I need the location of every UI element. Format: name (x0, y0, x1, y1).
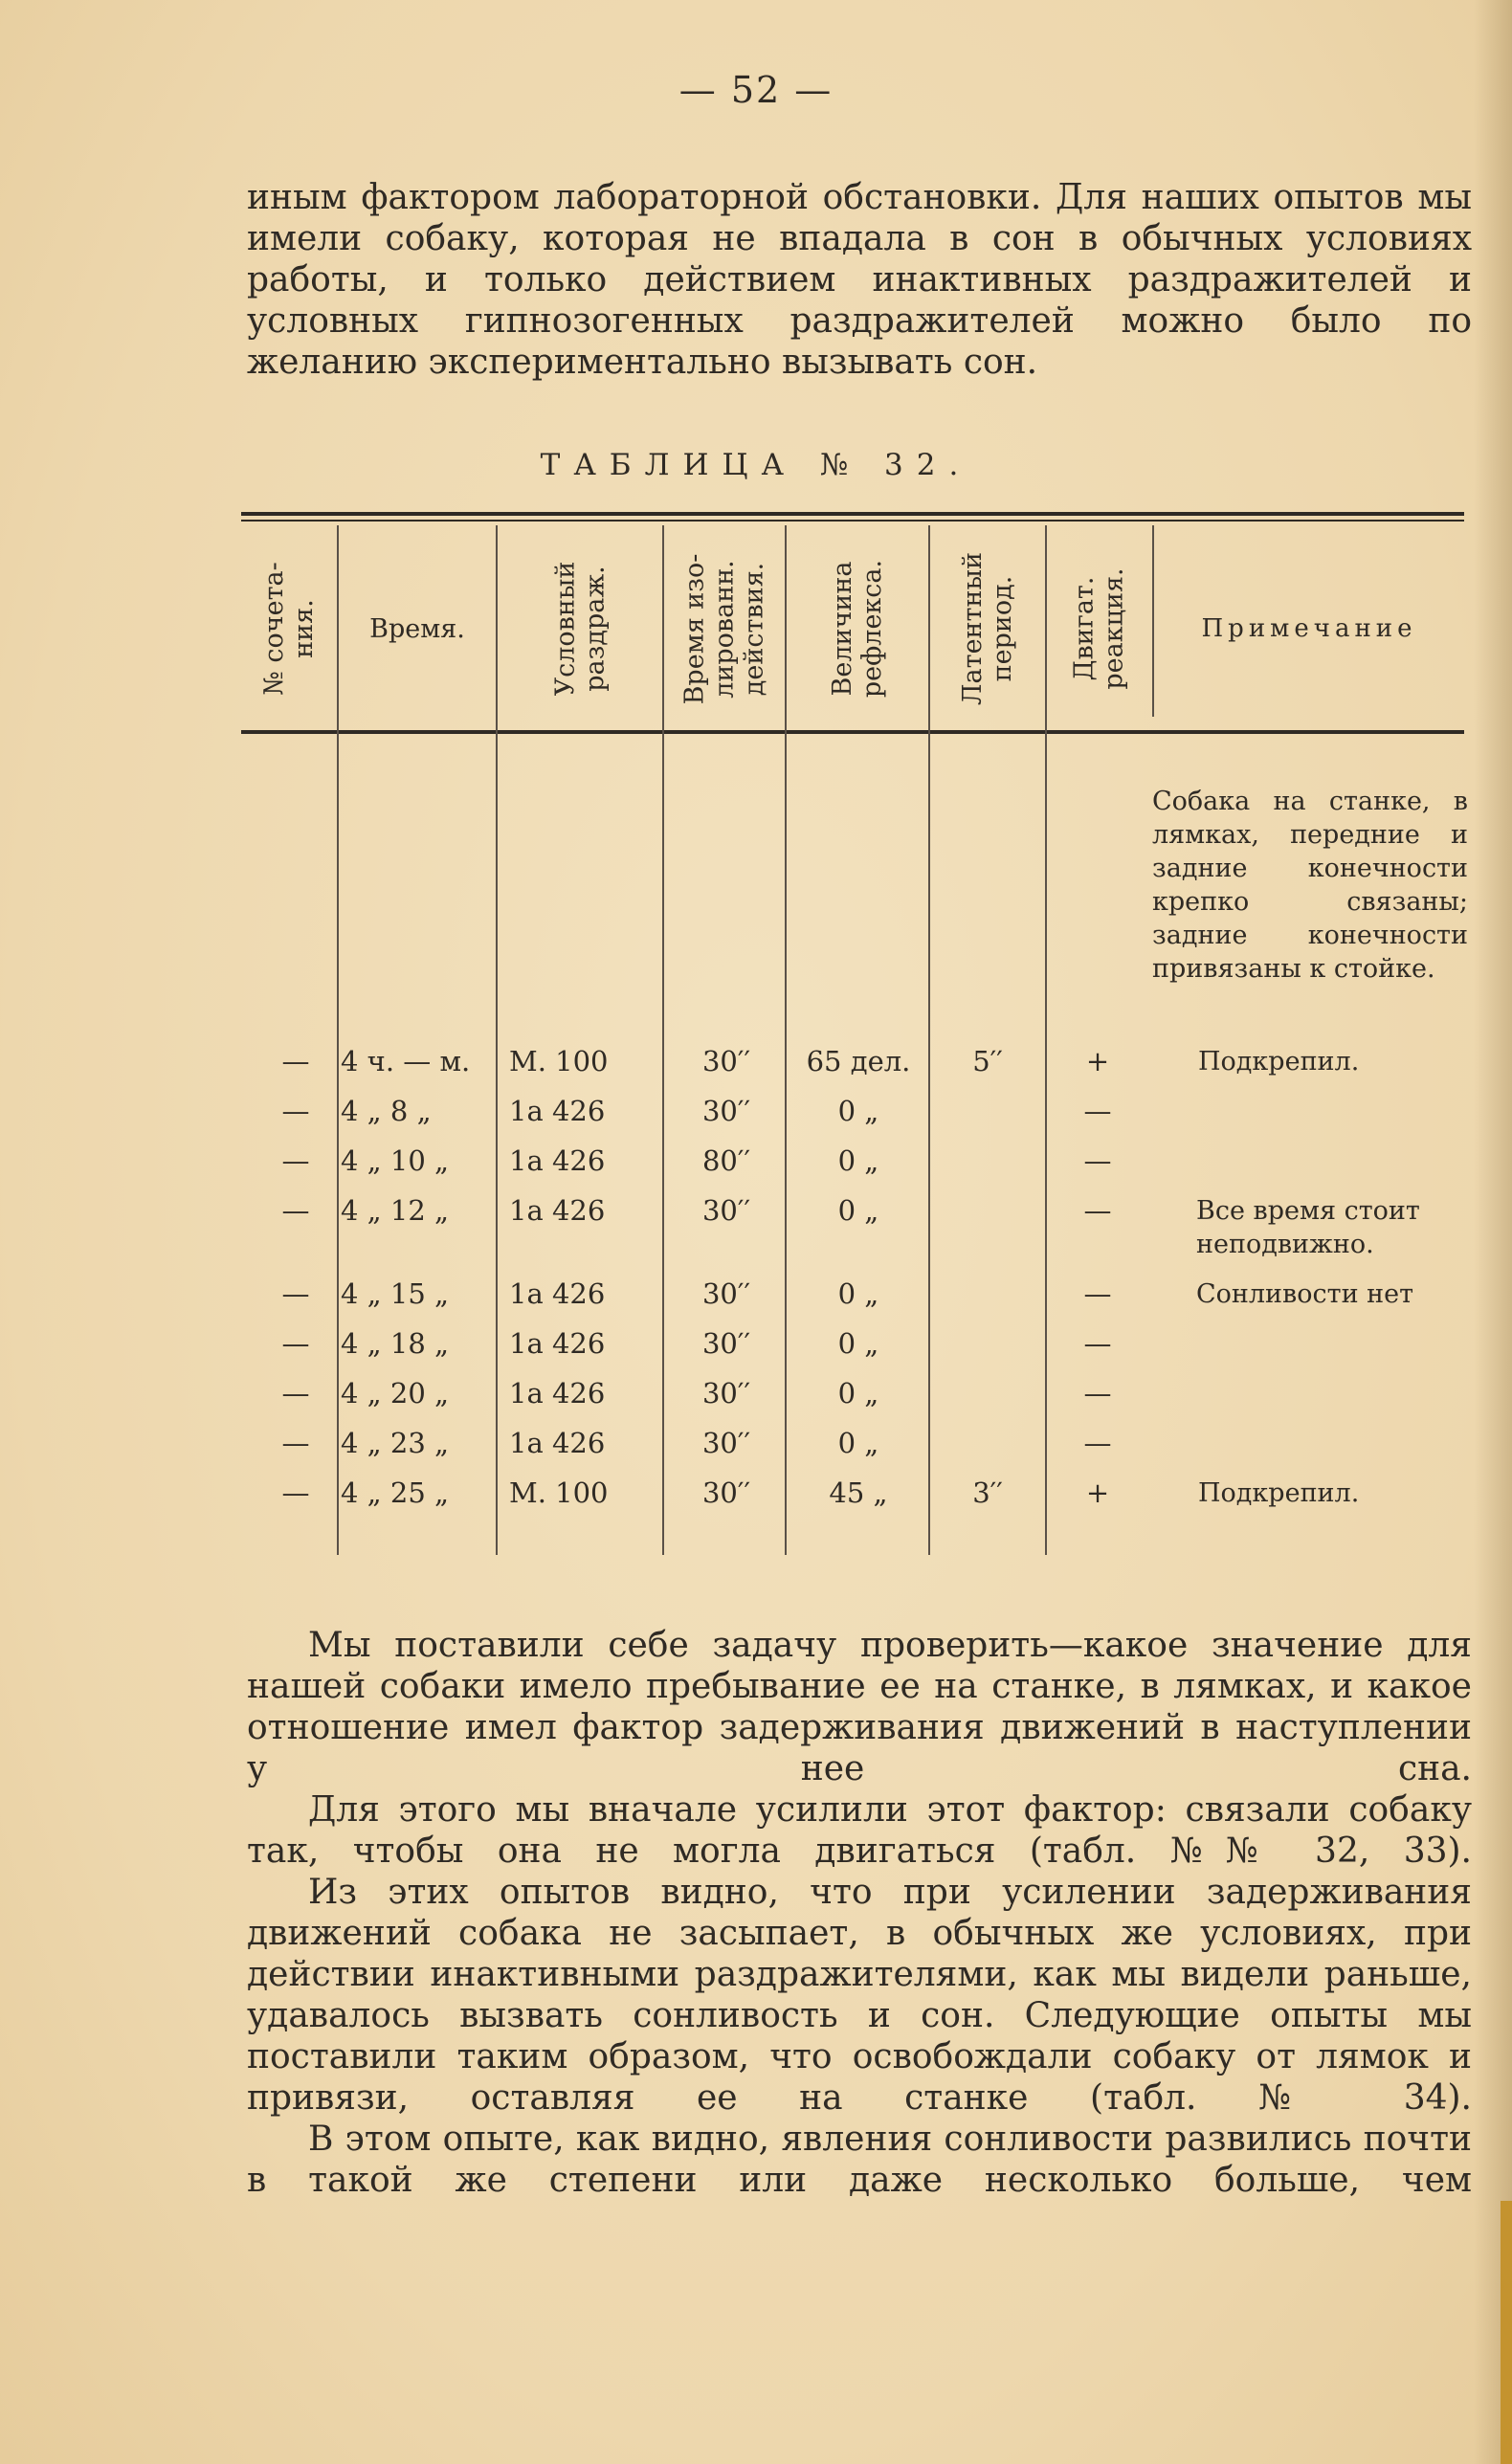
cell-motor: — (1083, 1277, 1112, 1310)
page-edge-strip (1501, 2201, 1512, 2464)
cell-stimulus: 1а 426 (509, 1377, 606, 1410)
cell-num: — (281, 1377, 310, 1410)
cell-num: — (281, 1144, 310, 1177)
paragraph-2-text: Для этого мы вначале усилили этот фактор: связали собаку так, чтобы она не могла двигаться (табл. №№ 32, 33). (247, 1790, 1472, 1871)
cell-stimulus: 1а 426 (509, 1427, 606, 1459)
cell-time: 4 „ 18 „ (341, 1327, 450, 1360)
cell-motor: — (1083, 1144, 1112, 1177)
table-top-rule (241, 512, 1464, 516)
header-stimulus-text: Условный раздраж. (549, 561, 610, 697)
cell-time: 4 „ 8 „ (341, 1095, 432, 1127)
cell-reflex: 0 „ (837, 1377, 879, 1410)
cell-num: — (281, 1277, 310, 1310)
paragraph-4 (247, 2119, 1472, 2201)
cell-reflex: 0 „ (837, 1427, 879, 1459)
cell-num: — (281, 1194, 310, 1227)
cell-time: 4 „ 25 „ (341, 1476, 450, 1509)
table-top-rule-thin (241, 520, 1464, 522)
header-stimulus (498, 533, 662, 724)
cell-reflex: 0 „ (837, 1095, 879, 1127)
cell-reflex: 45 „ (829, 1476, 888, 1509)
paragraph-3 (247, 1872, 1472, 2119)
cell-isolated: 30′′ (701, 1377, 751, 1410)
paragraph-1-text: Мы поставили себе задачу проверить—какое значение для нашей собаки имело пребывание ее на станке, в лямках, и какое отношение имел фактор задерживания движений в наступлении у нее сна. (247, 1626, 1472, 1788)
cell-stimulus: М. 100 (509, 1045, 609, 1077)
cell-latent: 3′′ (972, 1476, 1003, 1509)
cell-note: Все время стоит неподвижно. (1196, 1196, 1420, 1259)
table-header-rule (241, 730, 1464, 734)
header-note-text: Примечание (1201, 613, 1417, 643)
cell-motor: — (1083, 1377, 1112, 1410)
cell-stimulus: 1а 426 (509, 1095, 606, 1127)
cell-isolated: 80′′ (701, 1144, 751, 1177)
header-reflex-text: Величина рефлекса. (827, 559, 887, 699)
header-time (339, 533, 496, 724)
header-time-text: Время. (369, 613, 465, 644)
paragraph-4-text: В этом опыте, как видно, явления сонливости развились почти в такой же степени или даже несколько больше, чем (247, 2120, 1472, 2200)
header-reflex (787, 533, 928, 724)
cell-isolated: 30′′ (701, 1095, 751, 1127)
header-isolated-text: Время изо- лированн. действия. (679, 553, 769, 704)
cell-num: — (281, 1095, 310, 1127)
cell-reflex: 65 дел. (806, 1045, 911, 1077)
cell-time: 4 „ 10 „ (341, 1144, 450, 1177)
cell-note: Подкрепил. (1198, 1478, 1360, 1508)
paragraph-1 (247, 1625, 1472, 1789)
cell-time: 4 ч. — м. (341, 1045, 471, 1077)
cell-isolated: 30′′ (701, 1045, 751, 1077)
header-motor-text: Двигат. реакция. (1070, 567, 1129, 690)
header-latent-text: Латентный период. (958, 552, 1017, 705)
paragraph-2 (247, 1789, 1472, 1872)
header-num (241, 533, 337, 724)
cell-stimulus: 1а 426 (509, 1277, 606, 1310)
initial-note: Собака на станке, в лямках, передние и задние конечности крепко связаны; задние конечности привязаны к стойке. (1152, 787, 1468, 984)
page-number: — 52 — (678, 69, 834, 111)
intro-paragraph: иным фактором лабораторной обстановки. Для наших опытов мы имели собаку, которая не впадала в сон в обычных условиях работы, и только действием инактивных раздражителей и условных гипнозогенных раздражителей можно было по желанию экспериментально вызывать сон. (247, 178, 1472, 382)
data-table (241, 512, 1468, 1555)
cell-stimulus: 1а 426 (509, 1194, 606, 1227)
cell-isolated: 30′′ (701, 1327, 751, 1360)
cell-motor: + (1085, 1045, 1110, 1077)
cell-stimulus: М. 100 (509, 1476, 609, 1509)
cell-reflex: 0 „ (837, 1277, 879, 1310)
cell-time: 4 „ 20 „ (341, 1377, 450, 1410)
cell-isolated: 30′′ (701, 1277, 751, 1310)
page-edge-shadow (1474, 0, 1512, 2464)
header-motor (1047, 533, 1152, 724)
cell-isolated: 30′′ (701, 1476, 751, 1509)
cell-isolated: 30′′ (701, 1194, 751, 1227)
table-title: ТАБЛИЦА № 32. (540, 448, 972, 482)
cell-motor: — (1083, 1327, 1112, 1360)
cell-stimulus: 1а 426 (509, 1144, 606, 1177)
header-num-text: № сочета- ния. (259, 562, 319, 696)
cell-stimulus: 1а 426 (509, 1327, 606, 1360)
cell-num: — (281, 1427, 310, 1459)
cell-reflex: 0 „ (837, 1327, 879, 1360)
header-latent (930, 533, 1045, 724)
paragraph-3-text: Из этих опытов видно, что при усилении задерживания движений собака не засыпает, в обычных же условиях, при действии инактивными раздражителями, как мы видели раньше, удавалось вызвать сонливость и сон. Следующие опыты мы поставили таким образом, что освобождали собаку от лямок и привязи, оставляя ее на станке (табл. № 34). (247, 1873, 1472, 2118)
cell-isolated: 30′′ (701, 1427, 751, 1459)
cell-num: — (281, 1045, 310, 1077)
cell-time: 4 „ 12 „ (341, 1194, 450, 1227)
cell-note: Сонливости нет (1196, 1279, 1414, 1309)
cell-motor: — (1083, 1427, 1112, 1459)
cell-motor: — (1083, 1194, 1112, 1227)
cell-latent: 5′′ (972, 1045, 1003, 1077)
cell-time: 4 „ 23 „ (341, 1427, 450, 1459)
cell-time: 4 „ 15 „ (341, 1277, 450, 1310)
cell-note: Подкрепил. (1198, 1047, 1360, 1077)
header-isolated (664, 533, 785, 724)
cell-motor: — (1083, 1095, 1112, 1127)
cell-num: — (281, 1327, 310, 1360)
cell-reflex: 0 „ (837, 1194, 879, 1227)
cell-num: — (281, 1476, 310, 1509)
cell-reflex: 0 „ (837, 1144, 879, 1177)
header-note (1154, 533, 1464, 724)
cell-motor: + (1085, 1476, 1110, 1509)
